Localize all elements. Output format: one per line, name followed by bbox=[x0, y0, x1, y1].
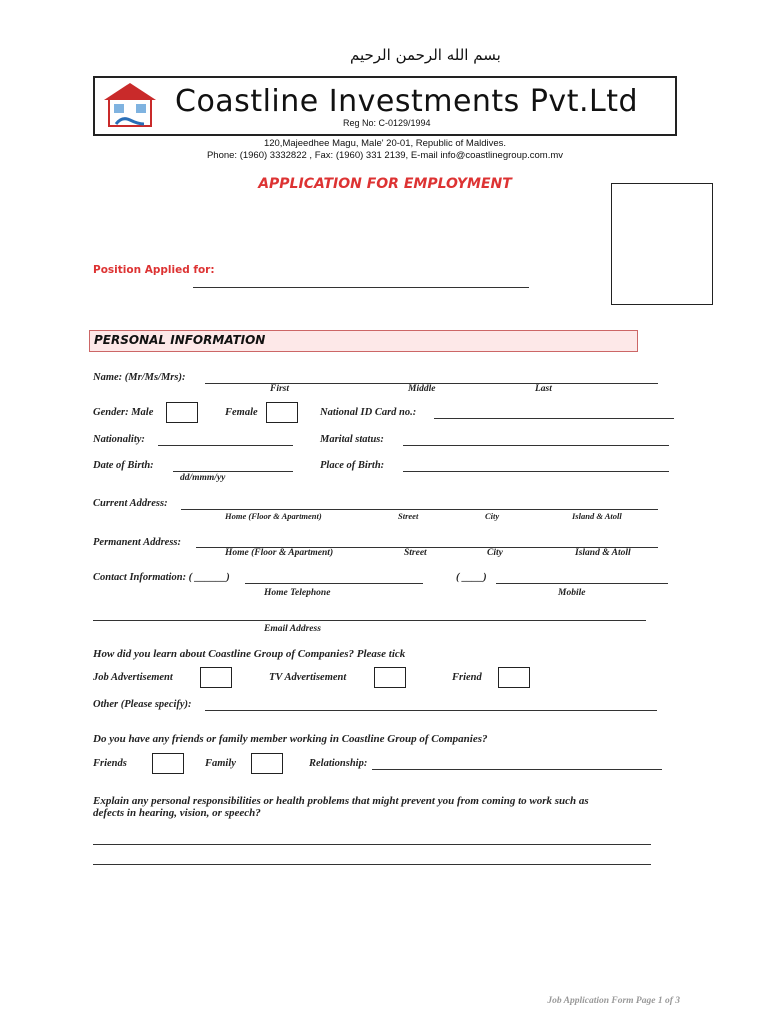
bismillah-calligraphy: بسم الله الرحمن الرحيم bbox=[350, 46, 501, 64]
health-question-line1: Explain any personal responsibilities or health problems that might prevent you from coming to work such as bbox=[93, 795, 589, 807]
contact-label: Contact Information: ( ______) bbox=[93, 572, 230, 583]
form-title: APPLICATION FOR EMPLOYMENT bbox=[258, 176, 512, 192]
learn-question: How did you learn about Coastline Group of Companies? Please tick bbox=[93, 648, 406, 660]
friends-label: Friends bbox=[93, 758, 127, 769]
relationship-input[interactable] bbox=[372, 769, 662, 770]
email-caption: Email Address bbox=[264, 624, 321, 634]
male-checkbox[interactable] bbox=[166, 402, 198, 423]
position-label: Position Applied for: bbox=[93, 264, 215, 276]
relationship-label: Relationship: bbox=[309, 758, 368, 769]
email-input[interactable] bbox=[93, 620, 646, 621]
name-label: Name: (Mr/Ms/Mrs): bbox=[93, 372, 186, 383]
tv-ad-label: TV Advertisement bbox=[269, 672, 347, 683]
section-personal-information bbox=[89, 330, 638, 352]
tv-ad-checkbox[interactable] bbox=[374, 667, 406, 688]
marital-status-input[interactable] bbox=[403, 445, 669, 446]
section-title: PERSONAL INFORMATION bbox=[94, 333, 266, 347]
last-name-caption: Last bbox=[535, 384, 552, 394]
permanent-island-caption: Island & Atoll bbox=[575, 548, 631, 558]
company-contact: Phone: (1960) 3332822 , Fax: (1960) 331 2139, E-mail info@coastlinegroup.com.mv bbox=[206, 150, 564, 161]
home-telephone-caption: Home Telephone bbox=[264, 588, 331, 598]
first-name-caption: First bbox=[270, 384, 290, 394]
permanent-address-label: Permanent Address: bbox=[93, 537, 181, 548]
mobile-code: ( ____) bbox=[456, 572, 487, 583]
current-city-caption: City bbox=[485, 511, 500, 521]
company-name: Coastline Investments Pvt.Ltd bbox=[175, 84, 639, 119]
pob-label: Place of Birth: bbox=[320, 460, 385, 471]
friend-checkbox[interactable] bbox=[498, 667, 530, 688]
job-ad-label: Job Advertisement bbox=[93, 672, 173, 683]
current-island-caption: Island & Atoll bbox=[572, 511, 622, 521]
mobile-input[interactable] bbox=[496, 583, 668, 584]
page-footer: Job Application Form Page 1 of 3 bbox=[547, 996, 680, 1006]
mobile-caption: Mobile bbox=[558, 588, 586, 598]
company-address: 120,Majeedhee Magu, Male' 20-01, Republic of Maldives. bbox=[263, 138, 507, 149]
friend-label: Friend bbox=[452, 672, 482, 683]
nationality-label: Nationality: bbox=[93, 434, 145, 445]
health-answer-line1[interactable] bbox=[93, 844, 651, 845]
gender-female-label: Female bbox=[225, 407, 258, 418]
other-input[interactable] bbox=[205, 710, 657, 711]
current-address-label: Current Address: bbox=[93, 498, 168, 509]
dob-input[interactable] bbox=[173, 471, 293, 472]
middle-name-caption: Middle bbox=[408, 384, 436, 394]
permanent-home-caption: Home (Floor & Apartment) bbox=[225, 548, 334, 558]
health-answer-line2[interactable] bbox=[93, 864, 651, 865]
health-question-line2: defects in hearing, vision, or speech? bbox=[93, 807, 261, 819]
friends-checkbox[interactable] bbox=[152, 753, 184, 774]
nationality-input[interactable] bbox=[158, 445, 293, 446]
dob-label: Date of Birth: bbox=[93, 460, 154, 471]
family-checkbox[interactable] bbox=[251, 753, 283, 774]
company-logo-icon bbox=[100, 80, 160, 128]
permanent-city-caption: City bbox=[487, 548, 503, 558]
nid-label: National ID Card no.: bbox=[320, 407, 417, 418]
current-address-input[interactable] bbox=[181, 509, 658, 510]
other-label: Other (Please specify): bbox=[93, 699, 192, 710]
family-label: Family bbox=[205, 758, 236, 769]
current-home-caption: Home (Floor & Apartment) bbox=[225, 511, 322, 521]
gender-male-label: Gender: Male bbox=[93, 407, 154, 418]
home-telephone-input[interactable] bbox=[245, 583, 423, 584]
marital-status-label: Marital status: bbox=[320, 434, 384, 445]
relatives-question: Do you have any friends or family member working in Coastline Group of Companies? bbox=[93, 733, 488, 745]
position-input[interactable] bbox=[193, 287, 529, 288]
female-checkbox[interactable] bbox=[266, 402, 298, 423]
current-street-caption: Street bbox=[398, 511, 419, 521]
pob-input[interactable] bbox=[403, 471, 669, 472]
photo-box[interactable] bbox=[611, 183, 713, 305]
job-ad-checkbox[interactable] bbox=[200, 667, 232, 688]
permanent-street-caption: Street bbox=[404, 548, 427, 558]
nid-input[interactable] bbox=[434, 418, 674, 419]
dob-format-caption: dd/mmm/yy bbox=[180, 473, 226, 483]
registration-number: Reg No: C-0129/1994 bbox=[343, 118, 431, 128]
